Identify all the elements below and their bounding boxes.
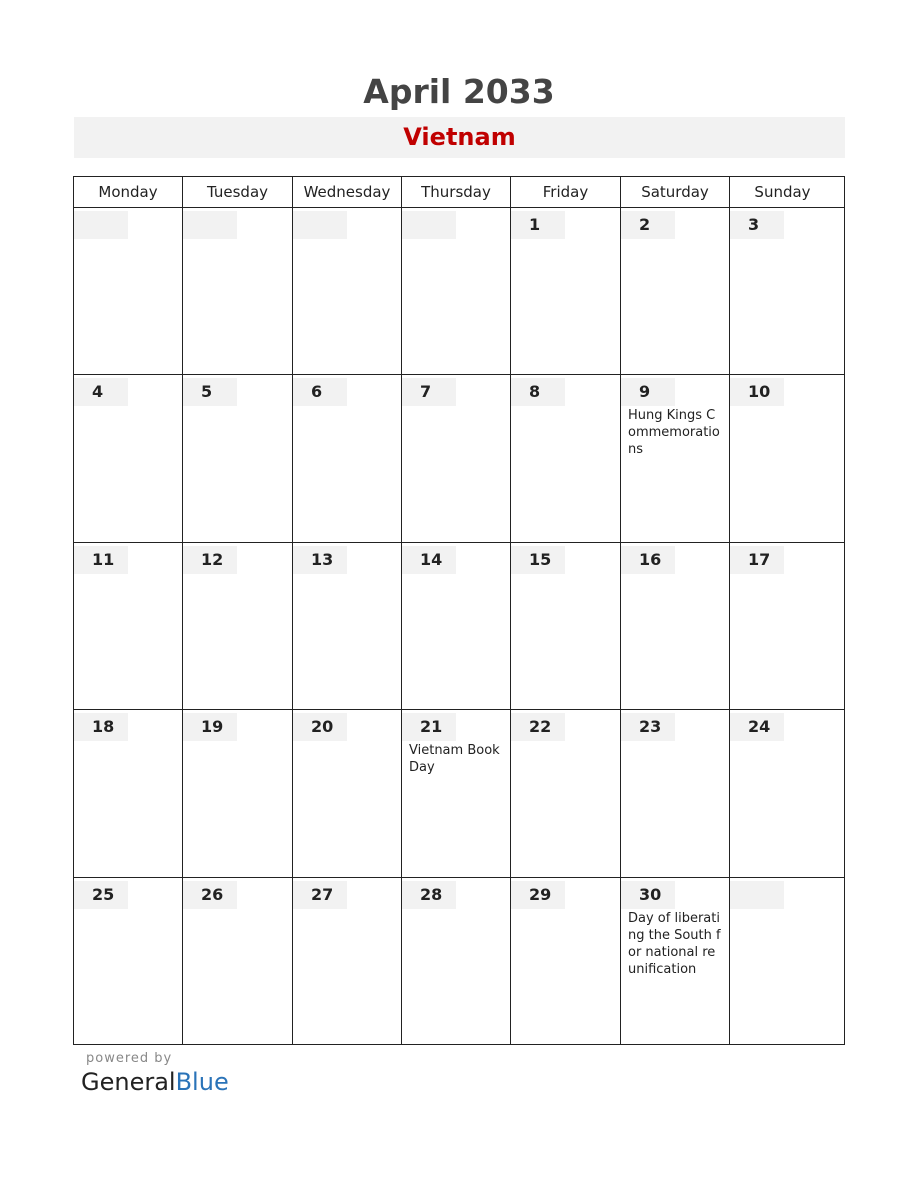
day-number bbox=[730, 881, 784, 909]
weekday-header-wednesday: Wednesday bbox=[293, 177, 402, 207]
day-cell bbox=[621, 878, 730, 1045]
day-number: 30 bbox=[621, 881, 675, 909]
day-number: 13 bbox=[293, 546, 347, 574]
day-number: 22 bbox=[511, 713, 565, 741]
day-cell bbox=[183, 543, 293, 709]
day-cell bbox=[74, 543, 183, 709]
day-cell bbox=[293, 375, 402, 541]
day-number: 17 bbox=[730, 546, 784, 574]
day-number: 10 bbox=[730, 378, 784, 406]
day-number: 25 bbox=[74, 881, 128, 909]
day-number: 19 bbox=[183, 713, 237, 741]
weekday-header-saturday: Saturday bbox=[621, 177, 730, 207]
day-cell bbox=[183, 878, 293, 1045]
day-cell bbox=[621, 710, 730, 876]
day-number: 26 bbox=[183, 881, 237, 909]
day-cell bbox=[183, 710, 293, 876]
weeks-container bbox=[74, 208, 844, 1045]
day-cell bbox=[293, 710, 402, 876]
day-number: 28 bbox=[402, 881, 456, 909]
day-number bbox=[293, 211, 347, 239]
day-cell bbox=[74, 878, 183, 1045]
day-cell bbox=[293, 208, 402, 374]
day-cell bbox=[402, 208, 511, 374]
day-cell bbox=[402, 543, 511, 709]
day-number: 24 bbox=[730, 713, 784, 741]
day-number: 4 bbox=[74, 378, 128, 406]
calendar-grid bbox=[73, 176, 845, 1045]
day-number: 3 bbox=[730, 211, 784, 239]
day-cell bbox=[730, 375, 835, 541]
day-cell bbox=[293, 878, 402, 1045]
day-cell bbox=[621, 208, 730, 374]
day-cell bbox=[621, 543, 730, 709]
logo-general-text: General bbox=[81, 1068, 176, 1096]
day-cell bbox=[74, 710, 183, 876]
day-cell bbox=[402, 710, 511, 876]
day-cell bbox=[730, 543, 835, 709]
day-number: 12 bbox=[183, 546, 237, 574]
day-cell bbox=[183, 208, 293, 374]
weekday-header-tuesday: Tuesday bbox=[183, 177, 293, 207]
day-number: 1 bbox=[511, 211, 565, 239]
day-number: 14 bbox=[402, 546, 456, 574]
day-cell bbox=[730, 208, 835, 374]
day-number bbox=[402, 211, 456, 239]
weekday-header-sunday: Sunday bbox=[754, 183, 811, 201]
day-number: 6 bbox=[293, 378, 347, 406]
day-cell bbox=[74, 208, 183, 374]
day-number: 21 bbox=[402, 713, 456, 741]
day-number: 20 bbox=[293, 713, 347, 741]
weekday-header-monday: Monday bbox=[74, 177, 183, 207]
day-cell bbox=[183, 375, 293, 541]
day-number: 15 bbox=[511, 546, 565, 574]
weekday-header-friday: Friday bbox=[511, 177, 621, 207]
country-name: Vietnam bbox=[403, 123, 516, 151]
day-cell bbox=[511, 375, 621, 541]
holiday-event: Day of liberating the South for national reunification bbox=[628, 910, 721, 977]
country-banner bbox=[74, 117, 845, 158]
day-number bbox=[183, 211, 237, 239]
holiday-event: Hung Kings Commemorations bbox=[628, 408, 720, 458]
day-cell bbox=[621, 375, 730, 541]
day-number bbox=[74, 211, 128, 239]
day-number: 29 bbox=[511, 881, 565, 909]
day-cell bbox=[511, 208, 621, 374]
day-number: 9 bbox=[621, 378, 675, 406]
day-cell bbox=[730, 710, 835, 876]
day-number: 11 bbox=[74, 546, 128, 574]
week-row bbox=[74, 375, 844, 542]
day-number: 8 bbox=[511, 378, 565, 406]
day-cell bbox=[730, 878, 835, 1045]
logo-blue-text: Blue bbox=[175, 1068, 229, 1096]
week-row bbox=[74, 208, 844, 375]
generalblue-logo bbox=[81, 1068, 229, 1096]
calendar-title: April 2033 bbox=[363, 72, 555, 111]
day-cell bbox=[511, 543, 621, 709]
day-number: 2 bbox=[621, 211, 675, 239]
day-cell bbox=[74, 375, 183, 541]
day-number: 27 bbox=[293, 881, 347, 909]
holiday-event: Vietnam Book Day bbox=[409, 743, 500, 776]
week-row bbox=[74, 543, 844, 710]
weekday-header-row bbox=[74, 177, 844, 208]
day-number: 18 bbox=[74, 713, 128, 741]
day-cell bbox=[511, 710, 621, 876]
powered-by-text: powered by bbox=[86, 1051, 173, 1066]
day-number: 23 bbox=[621, 713, 675, 741]
weekday-header-thursday: Thursday bbox=[402, 177, 511, 207]
day-cell bbox=[511, 878, 621, 1045]
week-row bbox=[74, 878, 844, 1045]
day-number: 16 bbox=[621, 546, 675, 574]
day-cell bbox=[402, 878, 511, 1045]
day-number: 5 bbox=[183, 378, 237, 406]
day-number: 7 bbox=[402, 378, 456, 406]
week-row bbox=[74, 710, 844, 877]
day-cell bbox=[293, 543, 402, 709]
day-cell bbox=[402, 375, 511, 541]
